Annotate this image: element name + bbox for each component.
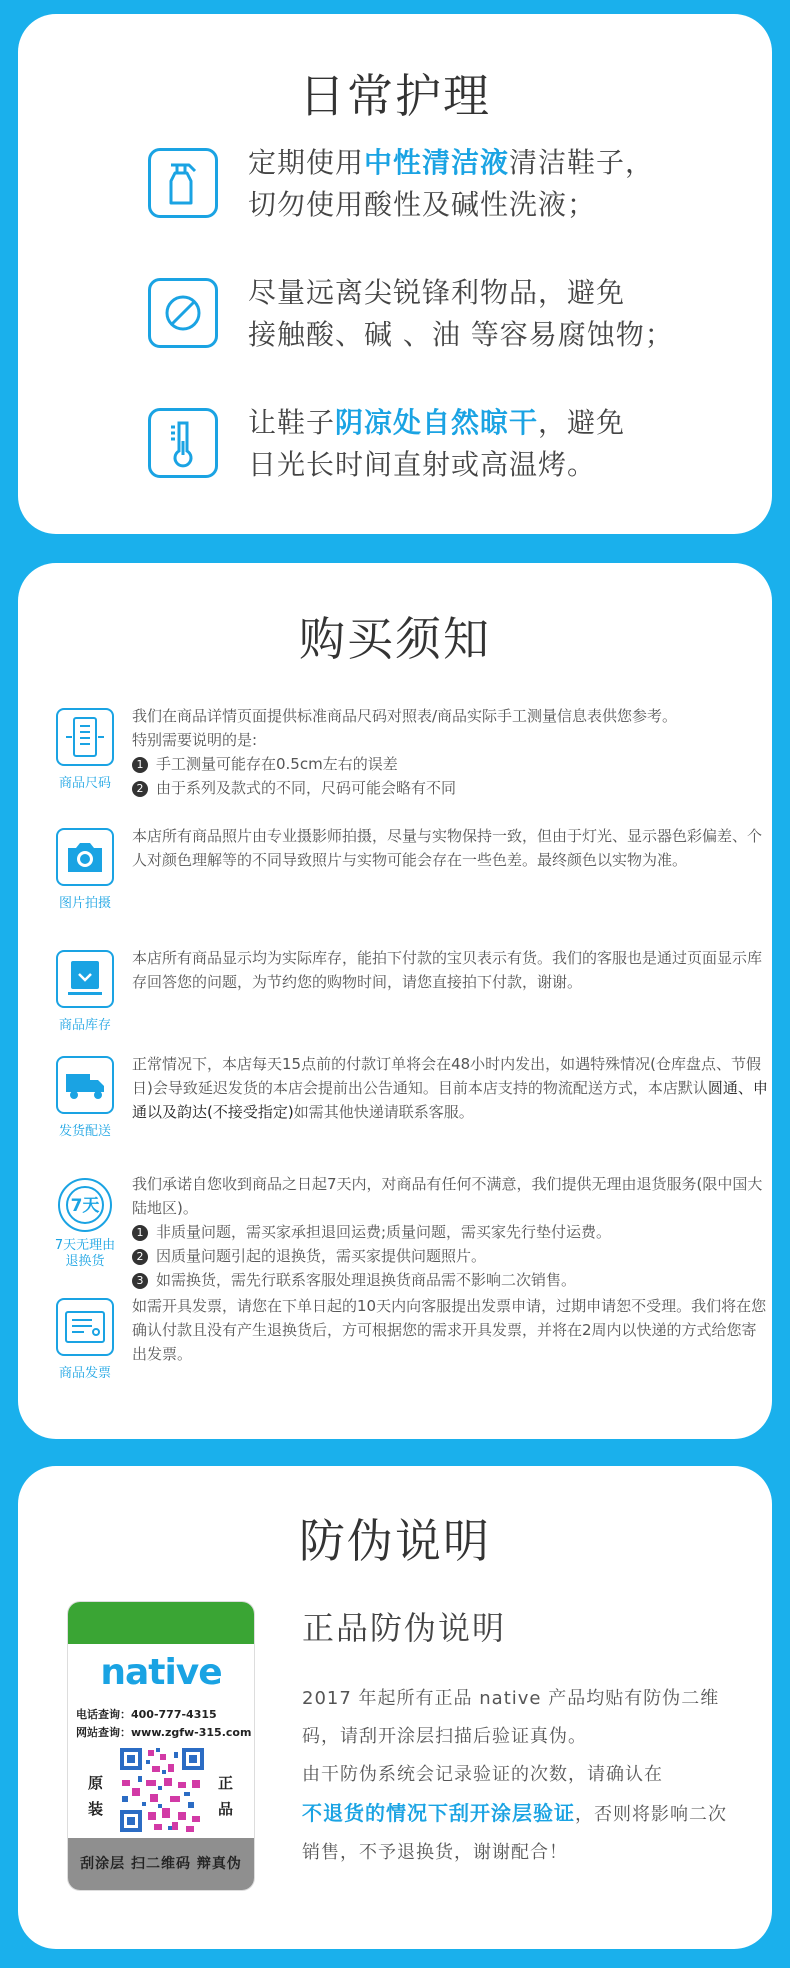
notice-bullet: 手工测量可能存在0.5cm左右的误差 xyxy=(156,755,398,773)
thermometer-icon xyxy=(148,408,218,478)
care-card xyxy=(18,14,772,534)
truck-icon xyxy=(56,1056,114,1114)
care-item-drying xyxy=(130,406,750,486)
notice-caption: 7天无理由 xyxy=(54,1238,116,1253)
antifake-text: 2017 年起所有正品 native 产品均贴有防伪二维码，请刮开涂层扫描后验证真伪。 xyxy=(302,1688,720,1747)
scratch-instruction: 刮涂层 扫二维码 辩真伪 xyxy=(68,1838,254,1890)
notice-caption: 图片拍摄 xyxy=(58,896,111,911)
label-right-text: 正品 xyxy=(218,1774,234,1818)
antifake-text: ，否则将影响二次销售，不予退换货，谢谢配合！ xyxy=(302,1804,727,1863)
qr-code-icon xyxy=(118,1746,206,1834)
care-text-line2: 接触酸、碱 、油 等容易腐蚀物； xyxy=(248,318,674,351)
notice-caption: 商品发票 xyxy=(58,1366,111,1381)
label-left-text: 原装 xyxy=(88,1774,104,1818)
notice-caption: 商品库存 xyxy=(58,1018,111,1033)
care-text-line2: 日光长时间直射或高温烤。 xyxy=(248,448,597,481)
notice-bullet: 如需换货，需先行联系客服处理退换货商品需不影响二次销售。 xyxy=(156,1271,577,1289)
notice-text: 如需开具发票，请您在下单日起的10天内向客服提出发票申请，过期申请恕不受理。我们将在您确认付款且没有产生退换货后，方可根据您的需求开具发票，并将在2周内以快递的方式给您寄出发票。 xyxy=(132,1297,767,1363)
care-text-line2: 切勿使用酸性及碱性洗液； xyxy=(248,188,597,221)
notice-text: 本店所有商品照片由专业摄影师拍摄，尽量与实物保持一致，但由于灯光、显示器色彩偏差、个人对颜色理解等的不同导致照片与实物可能会存在一些色差。最终颜色以实物为准。 xyxy=(132,827,763,869)
care-text-post: 清洁鞋子， xyxy=(509,146,655,179)
prohibited-icon xyxy=(148,278,218,348)
stock-box-icon xyxy=(56,950,114,1008)
label-phone: 电话查询：400-777-4315 xyxy=(76,1708,217,1721)
notice-text: 我们承诺自您收到商品之日起7天内，对商品有任何不满意，我们提供无理由退货服务(限中国大陆地区)。 xyxy=(132,1175,763,1217)
notice-caption: 商品尺码 xyxy=(58,776,111,791)
bullet-2-icon: 2 xyxy=(132,781,148,797)
icon-text: 7天 xyxy=(70,1196,100,1216)
antifake-label xyxy=(68,1602,254,1890)
notice-bullet: 因质量问题引起的退换货，需买家提供问题照片。 xyxy=(156,1247,487,1265)
care-text-pre: 让鞋子 xyxy=(248,406,336,439)
antifake-title: 防伪说明 xyxy=(299,1514,491,1568)
invoice-icon xyxy=(56,1298,114,1356)
notice-item-delivery xyxy=(56,1056,768,1156)
bullet-1-icon: 1 xyxy=(132,1225,148,1241)
notice-caption: 发货配送 xyxy=(58,1124,111,1139)
notice-text: 如需其他快递请联系客服。 xyxy=(293,1103,474,1121)
care-item-cleaning xyxy=(130,146,750,226)
notice-item-stock xyxy=(56,950,768,1050)
notice-text: 本店所有商品显示均为实际库存，能拍下付款的宝贝表示有货。我们的客服也是通过页面显示库存回答您的问题，为节约您的购物时间，请您直接拍下付款，谢谢。 xyxy=(132,949,763,991)
notice-bullet: 非质量问题，需买家承担退回运费;质量问题，需买家先行垫付运费。 xyxy=(156,1223,612,1241)
notice-item-size xyxy=(56,708,768,808)
notice-card xyxy=(18,563,772,1439)
care-text-pre: 定期使用 xyxy=(248,146,365,179)
notice-title: 购买须知 xyxy=(299,612,491,666)
spray-bottle-icon xyxy=(148,148,218,218)
bullet-2-icon: 2 xyxy=(132,1249,148,1265)
care-text-post: ，避免 xyxy=(538,406,626,439)
antifake-highlight: 不退货的情况下刮开涂层验证 xyxy=(302,1801,575,1825)
antifake-text: 由干防伪系统会记录验证的次数，请确认在 xyxy=(302,1764,663,1785)
label-website: 网站查询：www.zgfw-315.com xyxy=(76,1726,252,1739)
notice-text: 正常情况下，本店每天15点前的付款订单将会在48小时内发出，如遇特殊情况(仓库盘点、节假日)会导致延迟发货的本店会提前出公告通知。目前本店支持的物流配送方式，本店默认 xyxy=(132,1055,762,1097)
notice-text: 我们在商品详情页面提供标准商品尺码对照表/商品实际手工测量信息表供您参考。 xyxy=(132,707,678,725)
seven-day-return-icon xyxy=(56,1176,114,1234)
care-highlight: 中性清洁液 xyxy=(364,146,510,179)
notice-item-invoice xyxy=(56,1298,768,1398)
notice-item-return xyxy=(54,1175,768,1289)
bullet-1-icon: 1 xyxy=(132,757,148,773)
care-item-avoid xyxy=(130,276,750,356)
ruler-icon xyxy=(56,708,114,766)
notice-text: 特别需要说明的是: xyxy=(132,731,258,749)
care-title: 日常护理 xyxy=(299,69,491,123)
camera-icon xyxy=(56,828,114,886)
care-text-pre: 尽量远离尖锐锋利物品，避免 xyxy=(248,276,626,309)
label-green-band xyxy=(68,1602,254,1644)
notice-emphasis: 圆通、申通以及韵达(不接受指定) xyxy=(132,1079,768,1121)
antifake-subtitle: 正品防伪说明 xyxy=(302,1609,507,1647)
notice-item-photo xyxy=(56,828,768,928)
brand-logo: native xyxy=(100,1652,222,1693)
notice-caption: 退换货 xyxy=(65,1254,105,1269)
notice-bullet: 由于系列及款式的不同，尺码可能会略有不同 xyxy=(156,779,457,797)
bullet-3-icon: 3 xyxy=(132,1273,148,1289)
care-highlight: 阴凉处自然晾干 xyxy=(335,406,539,439)
